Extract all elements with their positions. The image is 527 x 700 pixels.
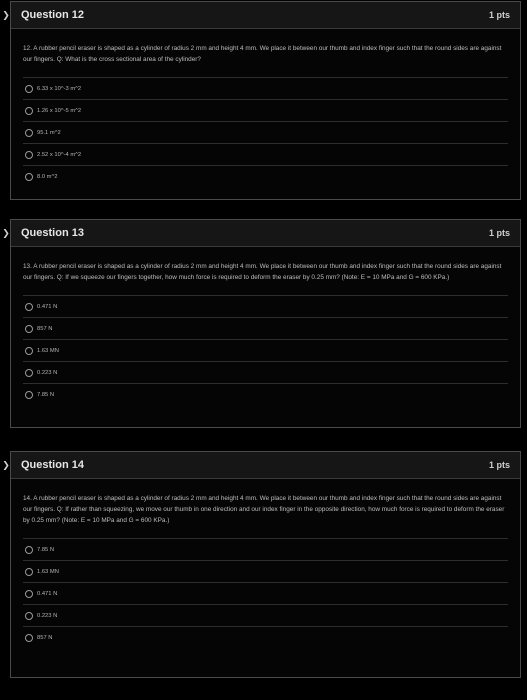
question-title: Question 12 xyxy=(21,9,84,21)
radio-button[interactable] xyxy=(25,347,33,355)
radio-button[interactable] xyxy=(25,173,33,181)
question-header xyxy=(11,2,520,29)
collapse-chevron-icon[interactable]: ❯ xyxy=(2,460,10,470)
radio-button[interactable] xyxy=(25,303,33,311)
radio-button[interactable] xyxy=(25,369,33,377)
radio-button[interactable] xyxy=(25,634,33,642)
answer-label: 857 N xyxy=(37,634,53,641)
question-body xyxy=(11,247,520,405)
question-card-13 xyxy=(2,219,521,428)
answer-label: 1.63 MN xyxy=(37,568,59,575)
answer-option[interactable] xyxy=(23,626,508,648)
radio-button[interactable] xyxy=(25,568,33,576)
question-text: 14. A rubber pencil eraser is shaped as a cylinder of radius 2 mm and height 4 mm. We place it between our thumb and index finger such that the round sides are against our fingers. Q: If rather than squeezing, we move our thumb in one direction and our index finger in the opposite direction, how much force is required to deform the eraser by 0.25 mm? (Note: E = 10 MPa and G = 600 KPa.) xyxy=(23,495,505,524)
answer-label: 857 N xyxy=(37,325,53,332)
radio-button[interactable] xyxy=(25,129,33,137)
radio-button[interactable] xyxy=(25,546,33,554)
answer-label: 7.85 N xyxy=(37,391,55,398)
question-points: 1 pts xyxy=(488,460,510,470)
answer-list xyxy=(23,538,508,648)
question-points: 1 pts xyxy=(488,10,510,20)
radio-button[interactable] xyxy=(25,85,33,93)
radio-button[interactable] xyxy=(25,391,33,399)
answer-option[interactable] xyxy=(23,560,508,582)
answer-label: 2.52 x 10^-4 m^2 xyxy=(37,151,82,158)
question-title: Question 13 xyxy=(21,227,84,239)
answer-option[interactable] xyxy=(23,143,508,165)
answer-option[interactable] xyxy=(23,582,508,604)
answer-label: 8.0 m^2 xyxy=(37,173,58,180)
question-text: 13. A rubber pencil eraser is shaped as a cylinder of radius 2 mm and height 4 mm. We place it between our thumb and index finger such that the round sides are against our fingers. Q: If we squeeze our fingers together, how much force is required to deform the eraser by 0.25 mm? (Note: E = 10 MPa and G = 600 KPa.) xyxy=(23,263,502,281)
answer-option[interactable] xyxy=(23,383,508,405)
question-body xyxy=(11,479,520,648)
answer-label: 6.33 x 10^-3 m^2 xyxy=(37,85,82,92)
collapse-chevron-icon[interactable]: ❯ xyxy=(2,10,10,20)
answer-option[interactable] xyxy=(23,295,508,317)
collapse-chevron-icon[interactable]: ❯ xyxy=(2,228,10,238)
answer-option[interactable] xyxy=(23,604,508,626)
answer-option[interactable] xyxy=(23,77,508,99)
answer-label: 95.1 m^2 xyxy=(37,129,61,136)
answer-label: 1.26 x 10^-5 m^2 xyxy=(37,107,82,114)
answer-label: 0.471 N xyxy=(37,303,58,310)
radio-button[interactable] xyxy=(25,107,33,115)
answer-list xyxy=(23,77,508,187)
question-card-14 xyxy=(2,451,521,678)
answer-label: 0.223 N xyxy=(37,612,58,619)
answer-label: 1.63 MN xyxy=(37,347,59,354)
question-text: 12. A rubber pencil eraser is shaped as a cylinder of radius 2 mm and height 4 mm. We place it between our thumb and index finger such that the round sides are against our fingers. Q: What is the cross sectional area of the cylinder? xyxy=(23,45,502,63)
answer-option[interactable] xyxy=(23,99,508,121)
answer-list xyxy=(23,295,508,405)
radio-button[interactable] xyxy=(25,151,33,159)
question-card-12 xyxy=(2,1,521,200)
answer-option[interactable] xyxy=(23,165,508,187)
question-header xyxy=(11,220,520,247)
answer-option[interactable] xyxy=(23,361,508,383)
radio-button[interactable] xyxy=(25,612,33,620)
radio-button[interactable] xyxy=(25,590,33,598)
answer-label: 0.471 N xyxy=(37,590,58,597)
radio-button[interactable] xyxy=(25,325,33,333)
question-body xyxy=(11,29,520,187)
answer-option[interactable] xyxy=(23,317,508,339)
answer-option[interactable] xyxy=(23,538,508,560)
answer-label: 7.85 N xyxy=(37,546,55,553)
question-points: 1 pts xyxy=(488,228,510,238)
question-title: Question 14 xyxy=(21,459,84,471)
answer-option[interactable] xyxy=(23,121,508,143)
answer-label: 0.223 N xyxy=(37,369,58,376)
question-header xyxy=(11,452,520,479)
answer-option[interactable] xyxy=(23,339,508,361)
